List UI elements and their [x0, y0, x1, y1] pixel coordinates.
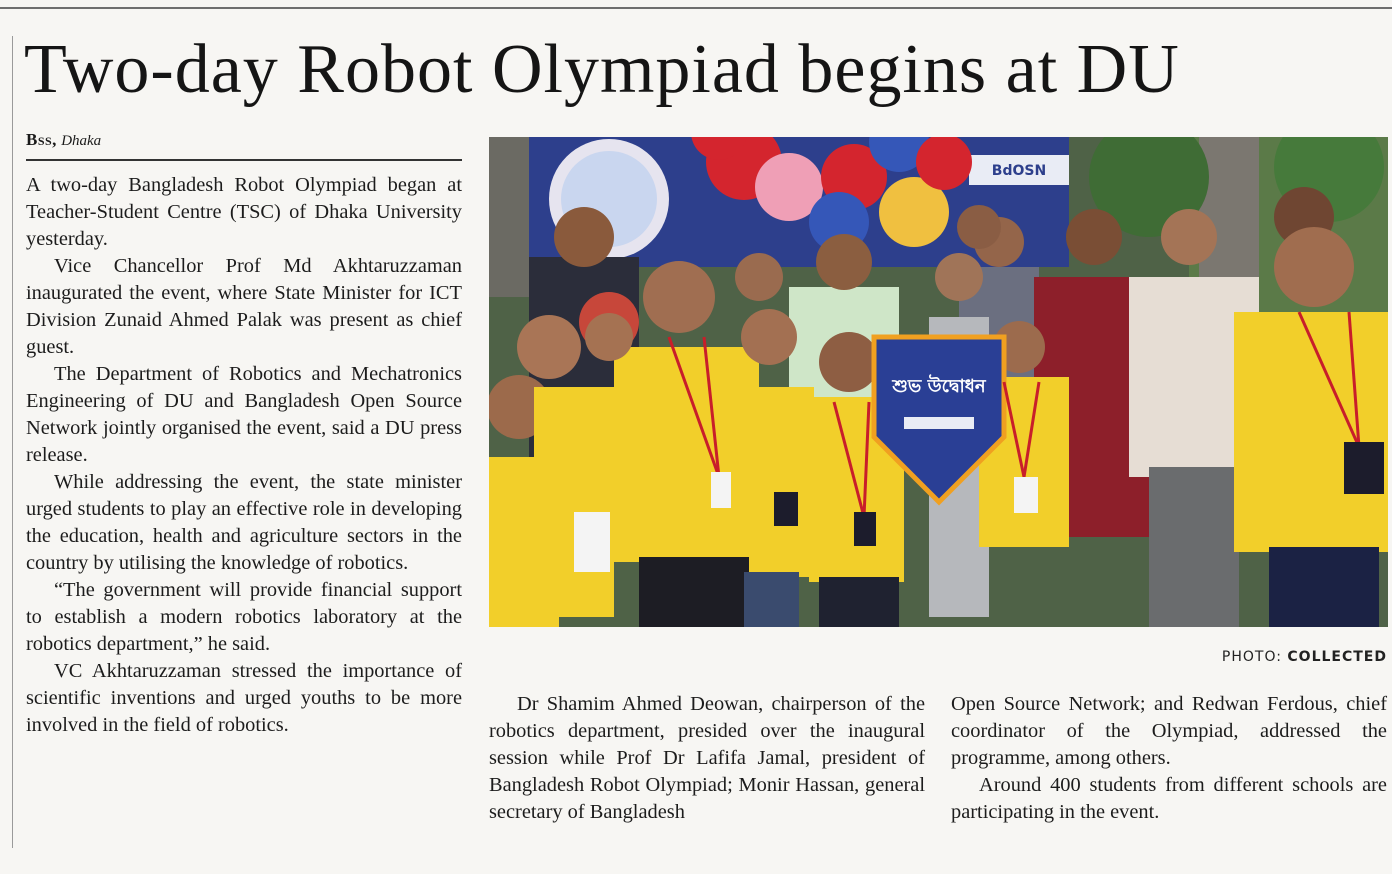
paragraph: The Department of Robotics and Mechatronics Engineering of DU and Bangladesh Open Source Network jointly organised the event, said a DU press release.	[26, 363, 462, 466]
article-column-3	[951, 691, 1387, 826]
paragraph: Vice Chancellor Prof Md Akhtaruzzaman inaugurated the event, where State Minister for ICT Division Zunaid Ahmed Palak was present as chief guest.	[26, 255, 462, 358]
backdrop-logo: BdOSN	[991, 163, 1047, 179]
paragraph: Around 400 students from different schools are participating in the event.	[951, 774, 1387, 823]
byline-rule	[26, 159, 462, 161]
article-column-2	[489, 691, 925, 826]
top-rule	[0, 7, 1392, 9]
byline-place: Dhaka	[61, 133, 102, 149]
paragraph: “The government will provide financial support to establish a modern robotics laboratory at the robotics department,” he said.	[26, 579, 462, 655]
article-photo	[489, 137, 1388, 627]
article-column-1	[26, 172, 462, 739]
photo-credit-label: PHOTO:	[1221, 649, 1282, 665]
paragraph: Open Source Network; and Redwan Ferdous, chief coordinator of the Olympiad, addressed the programme, among others.	[951, 693, 1387, 769]
byline-agency: Bss,	[26, 130, 57, 149]
headline: Two-day Robot Olympiad begins at DU	[24, 31, 1180, 108]
paragraph: VC Akhtaruzzaman stressed the importance of scientific inventions and urged youths to be more involved in the field of robotics.	[26, 660, 462, 736]
paragraph: While addressing the event, the state minister urged students to play an effective role in developing the education, health and agriculture sectors in the country by utilising the knowledge of robotics.	[26, 471, 462, 574]
photo-credit	[1100, 649, 1387, 665]
column-rule	[12, 36, 13, 848]
paragraph: A two-day Bangladesh Robot Olympiad began at Teacher-Student Centre (TSC) of Dhaka University yesterday.	[26, 174, 462, 250]
pennant-text: শুভ উদ্বোধন	[892, 376, 986, 397]
byline	[26, 128, 101, 153]
paragraph: Dr Shamim Ahmed Deowan, chairperson of the robotics department, presided over the inaugural session while Prof Dr Lafifa Jamal, president of Bangladesh Robot Olympiad; Monir Hassan, general secretary of Bangladesh	[489, 693, 925, 823]
photo-credit-value: COLLECTED	[1287, 649, 1387, 665]
